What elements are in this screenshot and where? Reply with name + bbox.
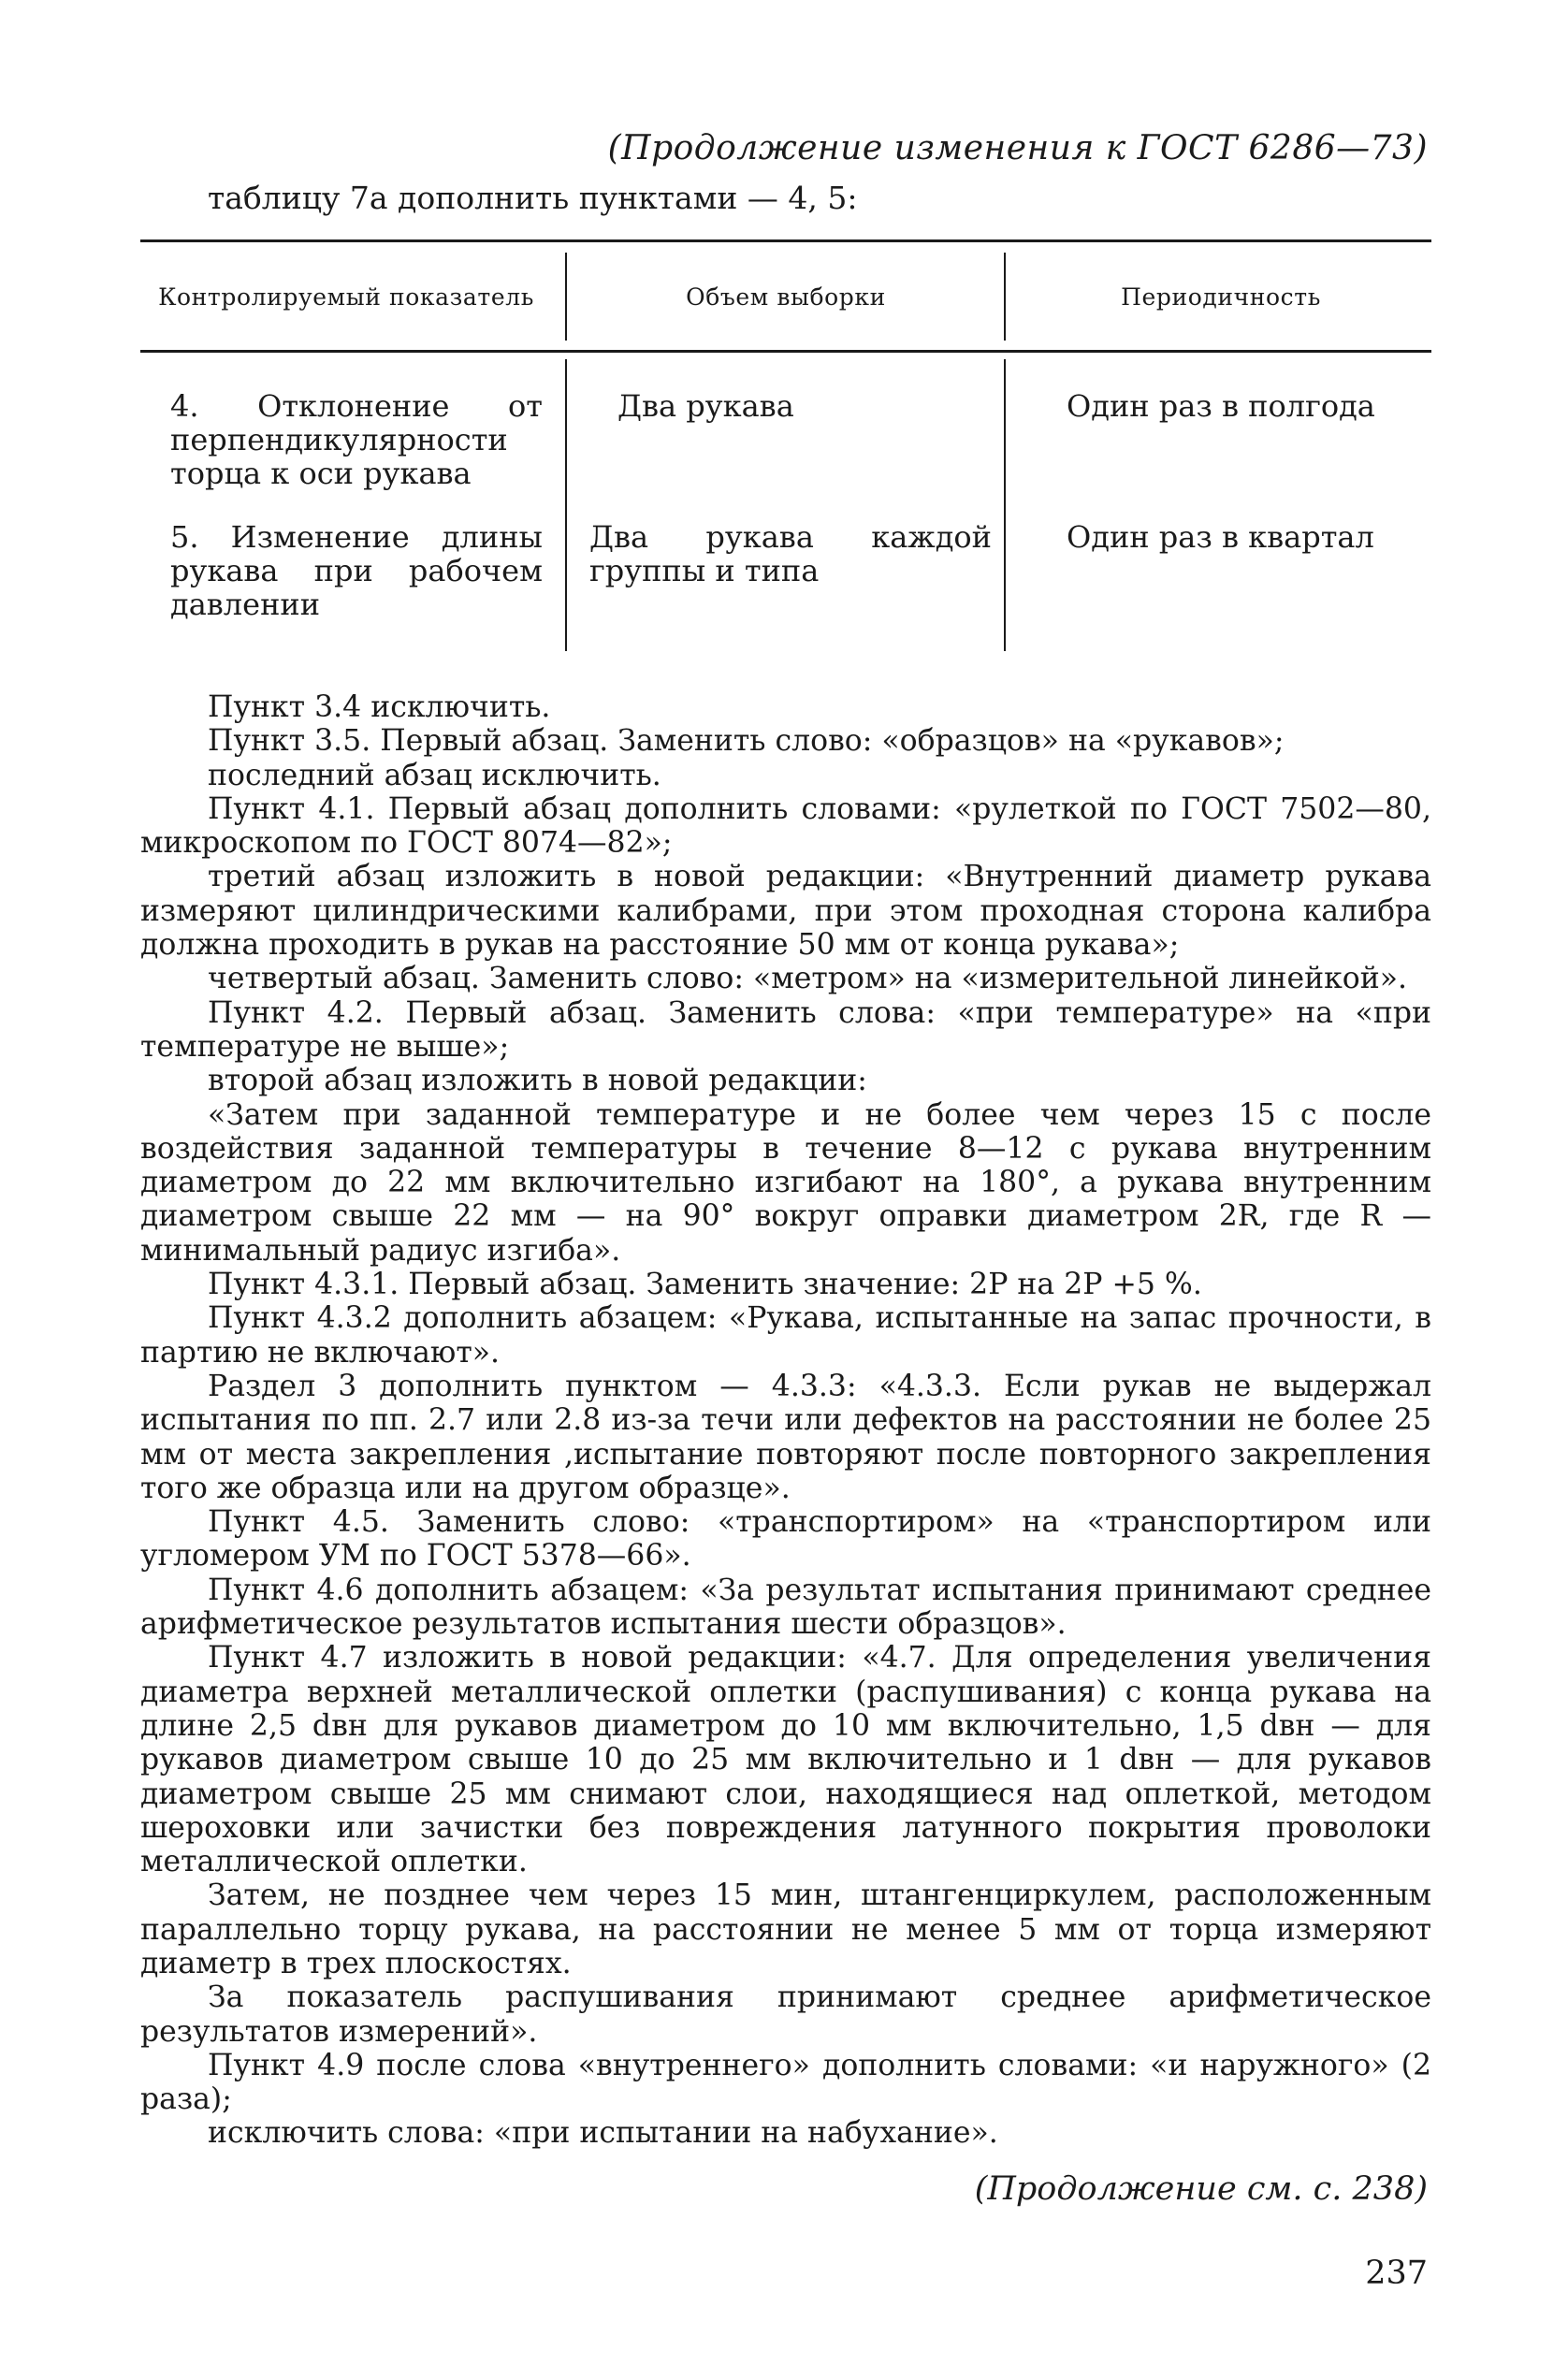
table-cell-frequency: Один раз в полгода — [1067, 388, 1375, 424]
amendment-body — [140, 690, 1431, 2151]
table-column-divider — [1004, 253, 1006, 341]
paragraph: второй абзац изложить в новой редакции: — [208, 1064, 867, 1098]
table-column-divider — [565, 359, 567, 651]
paragraph: Затем, не позднее чем через 15 мин, штангенциркулем, расположенным параллельно торцу рукава, на расстоянии не менее 5 мм от торца измеряют диаметр в трех плоскостях. — [140, 1878, 1431, 1980]
paragraph: Пункт 4.3.1. Первый абзац. Заменить значение: 2Р на 2Р +5 %. — [208, 1268, 1202, 1302]
paragraph: исключить слова: «при испытании на набухание». — [208, 2116, 998, 2151]
table-header-rule — [140, 350, 1431, 353]
paragraph: Пункт 4.7 изложить в новой редакции: «4.7. Для определения увеличения диаметра верхней металлической оплетки (распушивания) с конца рукава на длине 2,5 dвн для рукавов диаметром до 10 мм включительно, 1,5 dвн — для рукавов диаметром свыше 10 до 25 мм включительно и 1 dвн — для рукавов диаметром свыше 25 мм снимают слои, находящиеся над оплеткой, методом шероховки или зачистки без повреждения латунного покрытия проволоки металлической оплетки. — [140, 1641, 1431, 1879]
paragraph: Пункт 4.9 после слова «внутреннего» дополнить словами: «и наружного» (2 раза); — [140, 2048, 1431, 2117]
table-header-indicator: Контролируемый показатель — [158, 283, 534, 311]
paragraph: Пункт 4.5. Заменить слово: «транспортиром» на «транспортиром или угломером УМ по ГОСТ 5378—66». — [140, 1505, 1431, 1574]
table-cell-indicator: 5. Изменение длины рукава при рабочем давлении — [170, 519, 543, 622]
paragraph: Пункт 4.6 дополнить абзацем: «За результат испытания принимают среднее арифметическое результатов испытания шести образцов». — [140, 1573, 1431, 1642]
table-cell-indicator: 4. Отклонение от перпендикулярности торца к оси рукава — [170, 388, 543, 491]
paragraph: Раздел 3 дополнить пунктом — 4.3.3: «4.3.3. Если рукав не выдержал испытания по пп. 2.7 или 2.8 из-за течи или дефектов на расстоянии не более 25 мм от места закрепления ,испытание повторяют после повторного закрепления того же образца или на другом образце». — [140, 1369, 1431, 1505]
paragraph: Пункт 4.3.2 дополнить абзацем: «Рукава, испытанные на запас прочности, в партию не включают». — [140, 1301, 1431, 1370]
continuation-footer: (Продолжение см. с. 238) — [974, 2170, 1428, 2208]
table-cell-frequency: Один раз в квартал — [1067, 519, 1374, 555]
table-cell-sample-size: Два рукава — [617, 388, 794, 424]
paragraph: третий абзац изложить в новой редакции: «Внутренний диаметр рукава измеряют цилиндрическими калибрами, при этом проходная сторона калибра должна проходить в рукав на расстояние 50 мм от конца рукава»; — [140, 860, 1431, 963]
paragraph: Пункт 3.4 исключить. — [208, 690, 551, 724]
paragraph: Пункт 4.2. Первый абзац. Заменить слова: «при температуре» на «при температуре не выше»; — [140, 995, 1431, 1064]
table-top-rule — [140, 239, 1431, 242]
table-column-divider — [1004, 359, 1006, 651]
table-cell-sample-size: Два рукава каждой группы и типа — [589, 519, 992, 588]
paragraph: За показатель распушивания принимают среднее арифметическое результатов измерений». — [140, 1980, 1431, 2049]
amendment-table — [140, 239, 1431, 653]
page-number: 237 — [1365, 2255, 1428, 2292]
intro-line: таблицу 7а дополнить пунктами — 4, 5: — [208, 180, 858, 216]
continuation-header: (Продолжение изменения к ГОСТ 6286—73) — [607, 129, 1428, 167]
paragraph: Пункт 4.1. Первый абзац дополнить словами: «рулеткой по ГОСТ 7502—80, микроскопом по ГОСТ 8074—82»; — [140, 791, 1431, 861]
table-header-frequency: Периодичность — [1121, 283, 1321, 311]
table-column-divider — [565, 253, 567, 341]
paragraph: Пункт 3.5. Первый абзац. Заменить слово: «образцов» на «рукавов»; — [208, 724, 1285, 759]
paragraph: «Затем при заданной температуре и не более чем через 15 с после воздействия заданной температуры в течение 8—12 с рукава внутренним диаметром до 22 мм включительно изгибают на 180°, а рукава внутренним диаметром свыше 22 мм — на 90° вокруг оправки диаметром 2R, где R — минимальный радиус изгиба». — [140, 1097, 1431, 1268]
table-header-sample-size: Объем выборки — [686, 283, 886, 311]
paragraph: последний абзац исключить. — [208, 758, 661, 792]
paragraph: четвертый абзац. Заменить слово: «метром» на «измерительной линейкой». — [208, 962, 1408, 996]
